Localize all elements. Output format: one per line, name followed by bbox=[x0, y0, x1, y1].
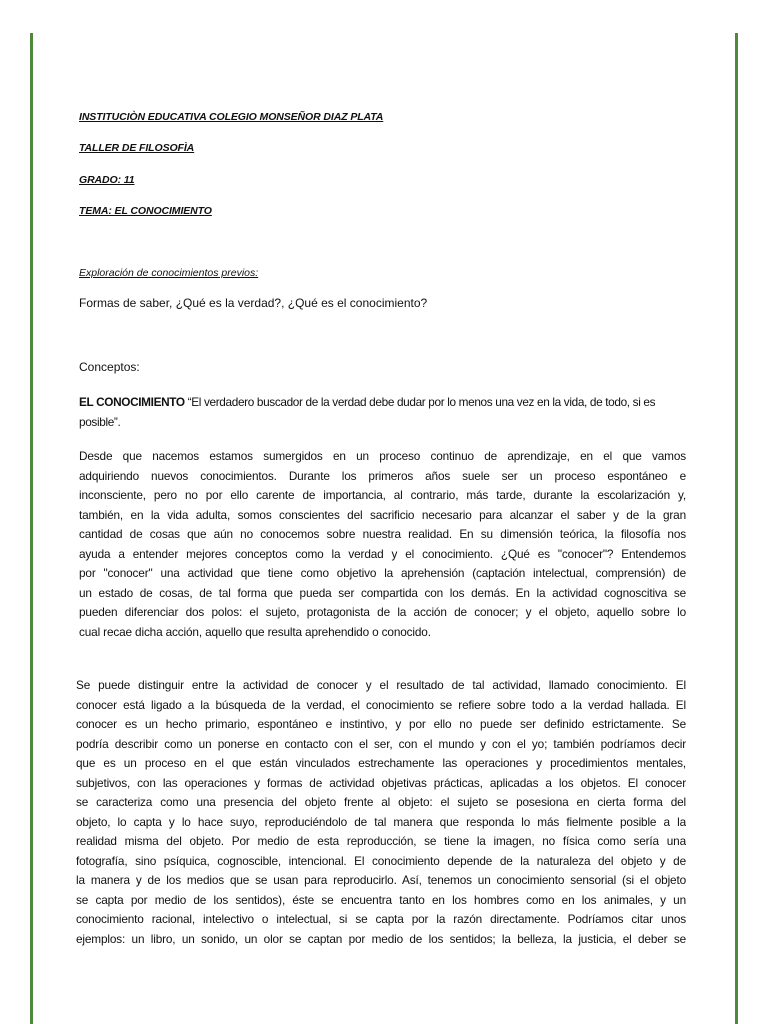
paragraph-line: un estado de cosas, de tal forma que pueda ser compartida con los demás. En la actividad cognoscitiva se bbox=[79, 585, 686, 600]
paragraph-line: objeto, lo capta y lo hace suyo, reproduciéndolo de tal manera que responda lo más fielmente posible a la bbox=[76, 814, 686, 829]
paragraph-line: subjetivos, con las operaciones y formas de actividad objetivas prácticas, aplicadas a los objetos. El conocer bbox=[76, 775, 686, 790]
definition-paragraph bbox=[79, 393, 686, 432]
paragraph-line: conocer está ligado a la búsqueda de la verdad, el conocimiento se refiere sobre todo a la verdad hallada. El bbox=[76, 697, 686, 712]
left-margin-border bbox=[30, 33, 33, 1024]
topic-heading: TEMA: EL CONOCIMIENTO bbox=[79, 205, 212, 217]
concepts-heading: Conceptos: bbox=[79, 360, 140, 374]
grade-heading: GRADO: 11 bbox=[79, 174, 135, 186]
paragraph-line: realidad misma del objeto. Por medio de esta reproducción, se tiene la imagen, no física como sería una bbox=[76, 834, 686, 848]
paragraph-line: ejemplos: un libro, un sonido, un olor se captan por medio de los sentidos; la belleza, la justicia, el deber se bbox=[76, 931, 686, 946]
paragraph-line: inconsciente, pero no por ello carente de importancia, al contrario, más tarde, durante la escolarización y, bbox=[79, 488, 686, 502]
institution-heading: INSTITUCIÒN EDUCATIVA COLEGIO MONSEÑOR DIAZ PLATA bbox=[79, 111, 384, 123]
exploration-heading: Exploración de conocimientos previos: bbox=[79, 267, 259, 279]
paragraph-line: conocimiento racional, intelectivo o intelectual, si se capta por la razón directamente. Podríamos citar unos bbox=[76, 912, 686, 926]
paragraph-line: Se puede distinguir entre la actividad de conocer y el resultado de tal actividad, llamado conocimiento. El bbox=[76, 678, 686, 692]
paragraph-two bbox=[76, 676, 686, 949]
paragraph-line: conocer es un hecho primario, espontáneo e instintivo, y por ello no puede ser definido estrictamente. Se bbox=[76, 717, 686, 731]
paragraph-line: se caracteriza como una presencia del objeto frente al objeto: el sujeto se posesiona en cierta forma del bbox=[76, 795, 686, 809]
paragraph-line: pueden diferenciar dos polos: el sujeto, protagonista de la acción de conocer; y el objeto, aquello sobre lo bbox=[79, 605, 686, 619]
paragraph-line: se capta por medio de los sentidos), éste se encuentra tanto en los hombres como en los animales, y un bbox=[76, 892, 686, 907]
workshop-heading: TALLER DE FILOSOFÌA bbox=[79, 142, 195, 154]
right-margin-border bbox=[735, 33, 738, 1024]
paragraph-line: ayuda a entender mejores conceptos como la verdad y el conocimiento. ¿Qué es "conocer"? Entendemos bbox=[79, 546, 686, 561]
paragraph-line: la manera y de los medios que se usan para reproducirlo. Así, tenemos un conocimiento sensorial (si el objeto bbox=[76, 873, 686, 887]
paragraph-line: Desde que nacemos estamos sumergidos en un proceso continuo de aprendizaje, en el que vamos bbox=[79, 449, 686, 463]
paragraph-line: adquiriendo nuevos conocimientos. Durante los primeros años suele ser un proceso espontáneo e bbox=[79, 468, 686, 483]
paragraph-line: también, en la vida adulta, somos conscientes del sacrificio necesario para alcanzar el saber y de la gran bbox=[79, 507, 686, 522]
paragraph-line: cual recae dicha acción, aquello que resulta aprehendido o conocido. bbox=[79, 624, 431, 639]
paragraph-line: que es un proceso en el que están vinculados estrechamente las operaciones y procedimientos mentales, bbox=[76, 756, 686, 770]
paragraph-line: por "conocer" una actividad que tiene como objetivo la aprehensión (captación intelectual, comprensión) de bbox=[79, 566, 686, 580]
paragraph-line: cantidad de cosas que aún no conocemos sobre nuestra realidad. En su dimensión teórica, la filosofía nos bbox=[79, 527, 686, 541]
paragraph-one bbox=[79, 447, 686, 642]
paragraph-line: fotografía, sino psíquica, cognoscible, intencional. El conocimiento depende de la naturaleza del objeto y de bbox=[76, 853, 686, 868]
guiding-questions: Formas de saber, ¿Qué es la verdad?, ¿Qué es el conocimiento? bbox=[79, 296, 428, 310]
definition-quote: “El verdadero buscador de la verdad debe dudar por lo menos una vez en la vida, de todo, si es posible”. bbox=[79, 395, 656, 429]
paragraph-line: podría describir como un ponerse en contacto con el ser, con el mundo y con el yo; también podríamos decir bbox=[76, 736, 686, 751]
definition-title: EL CONOCIMIENTO bbox=[79, 395, 185, 409]
